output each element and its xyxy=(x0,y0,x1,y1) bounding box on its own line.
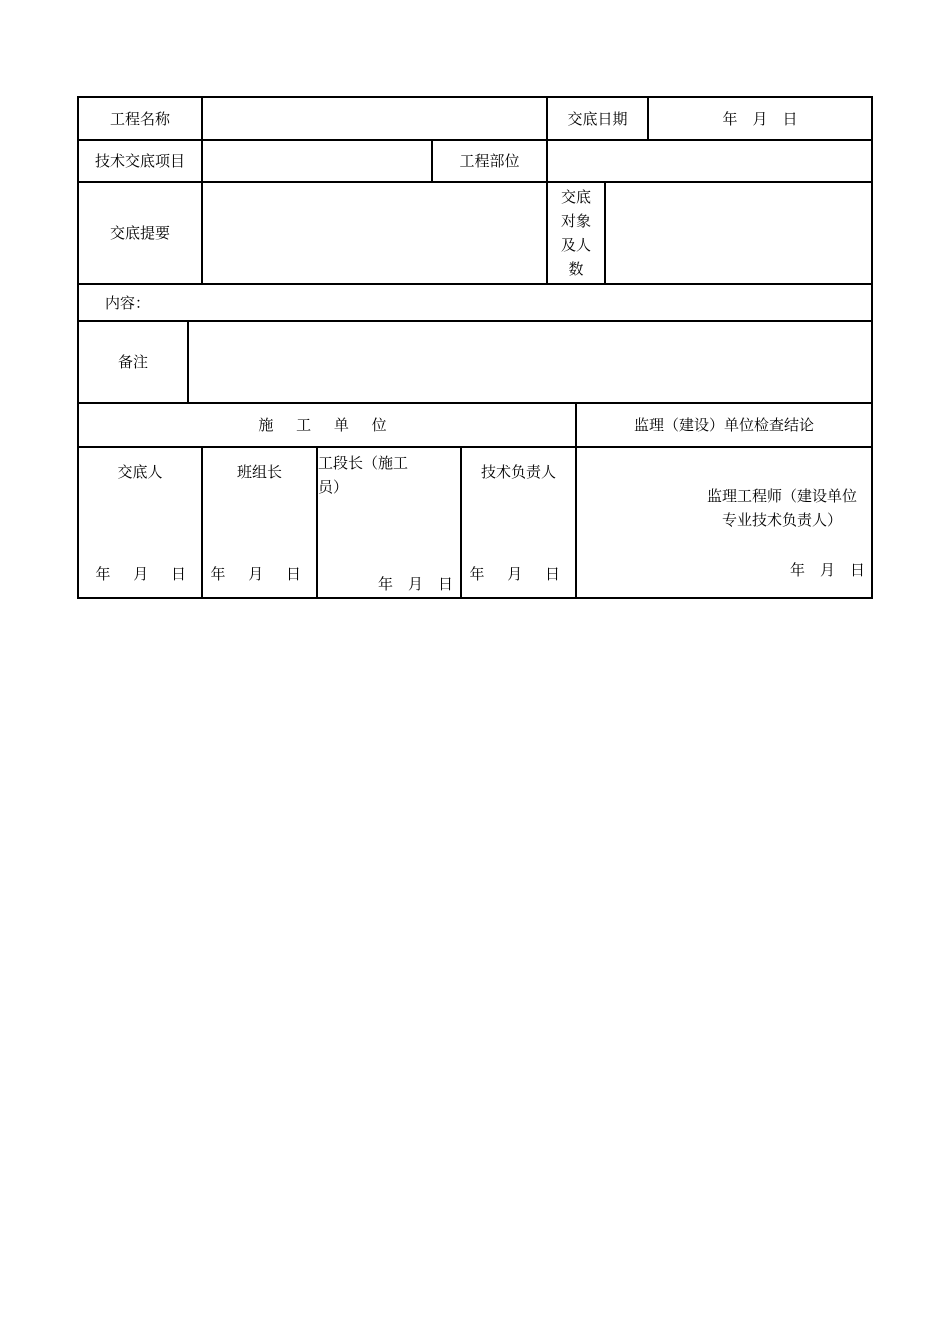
disclosure-item-field[interactable] xyxy=(203,141,431,181)
discloser-label: 交底人 xyxy=(117,463,163,481)
technical-head-label: 技术负责人 xyxy=(480,463,556,481)
disclosure-date-field[interactable]: 年 月 日 xyxy=(722,109,798,128)
supervisor-label-line: 专业技术负责人） xyxy=(721,511,842,529)
target-label-line: 及人 xyxy=(560,236,591,254)
disclosure-date-label: 交底日期 xyxy=(567,109,628,128)
remark-field[interactable] xyxy=(189,322,871,402)
section-chief-date: 年 月 日 xyxy=(377,575,453,593)
remark-label: 备注 xyxy=(117,353,148,371)
team-leader-date: 年 月 日 xyxy=(210,565,310,583)
target-label-line: 交底 xyxy=(560,188,591,206)
content-label: 内容： xyxy=(105,293,151,312)
section-chief-label-line: 员） xyxy=(318,478,349,496)
section-chief-label-line: 工段长（施工 xyxy=(318,454,409,472)
supervisor-label-line: 监理工程师（建设单位 xyxy=(706,487,857,505)
project-part-label: 工程部位 xyxy=(459,152,520,170)
discloser-date: 年 月 日 xyxy=(95,565,195,583)
disclosure-item-label: 技术交底项目 xyxy=(94,152,185,170)
technical-disclosure-form xyxy=(77,96,873,599)
disclosure-summary-field[interactable] xyxy=(203,183,546,283)
target-label-line: 对象 xyxy=(560,212,591,230)
project-part-field[interactable] xyxy=(548,141,871,181)
disclosure-target-label xyxy=(548,183,604,283)
team-leader-label: 班组长 xyxy=(236,463,282,481)
disclosure-summary-label: 交底提要 xyxy=(109,224,170,242)
supervisor-label xyxy=(639,483,925,533)
disclosure-target-field[interactable] xyxy=(606,183,871,283)
row-divider xyxy=(79,446,871,448)
target-label-line: 数 xyxy=(568,260,584,278)
section-chief-label xyxy=(318,450,460,500)
project-name-label: 工程名称 xyxy=(109,109,170,128)
project-name-field[interactable] xyxy=(203,98,546,139)
supervision-conclusion-header: 监理（建设）单位检查结论 xyxy=(633,416,814,434)
technical-head-date: 年 月 日 xyxy=(469,565,569,583)
construction-unit-header: 施 工 单 位 xyxy=(258,416,396,434)
supervisor-date: 年 月 日 xyxy=(789,561,865,579)
